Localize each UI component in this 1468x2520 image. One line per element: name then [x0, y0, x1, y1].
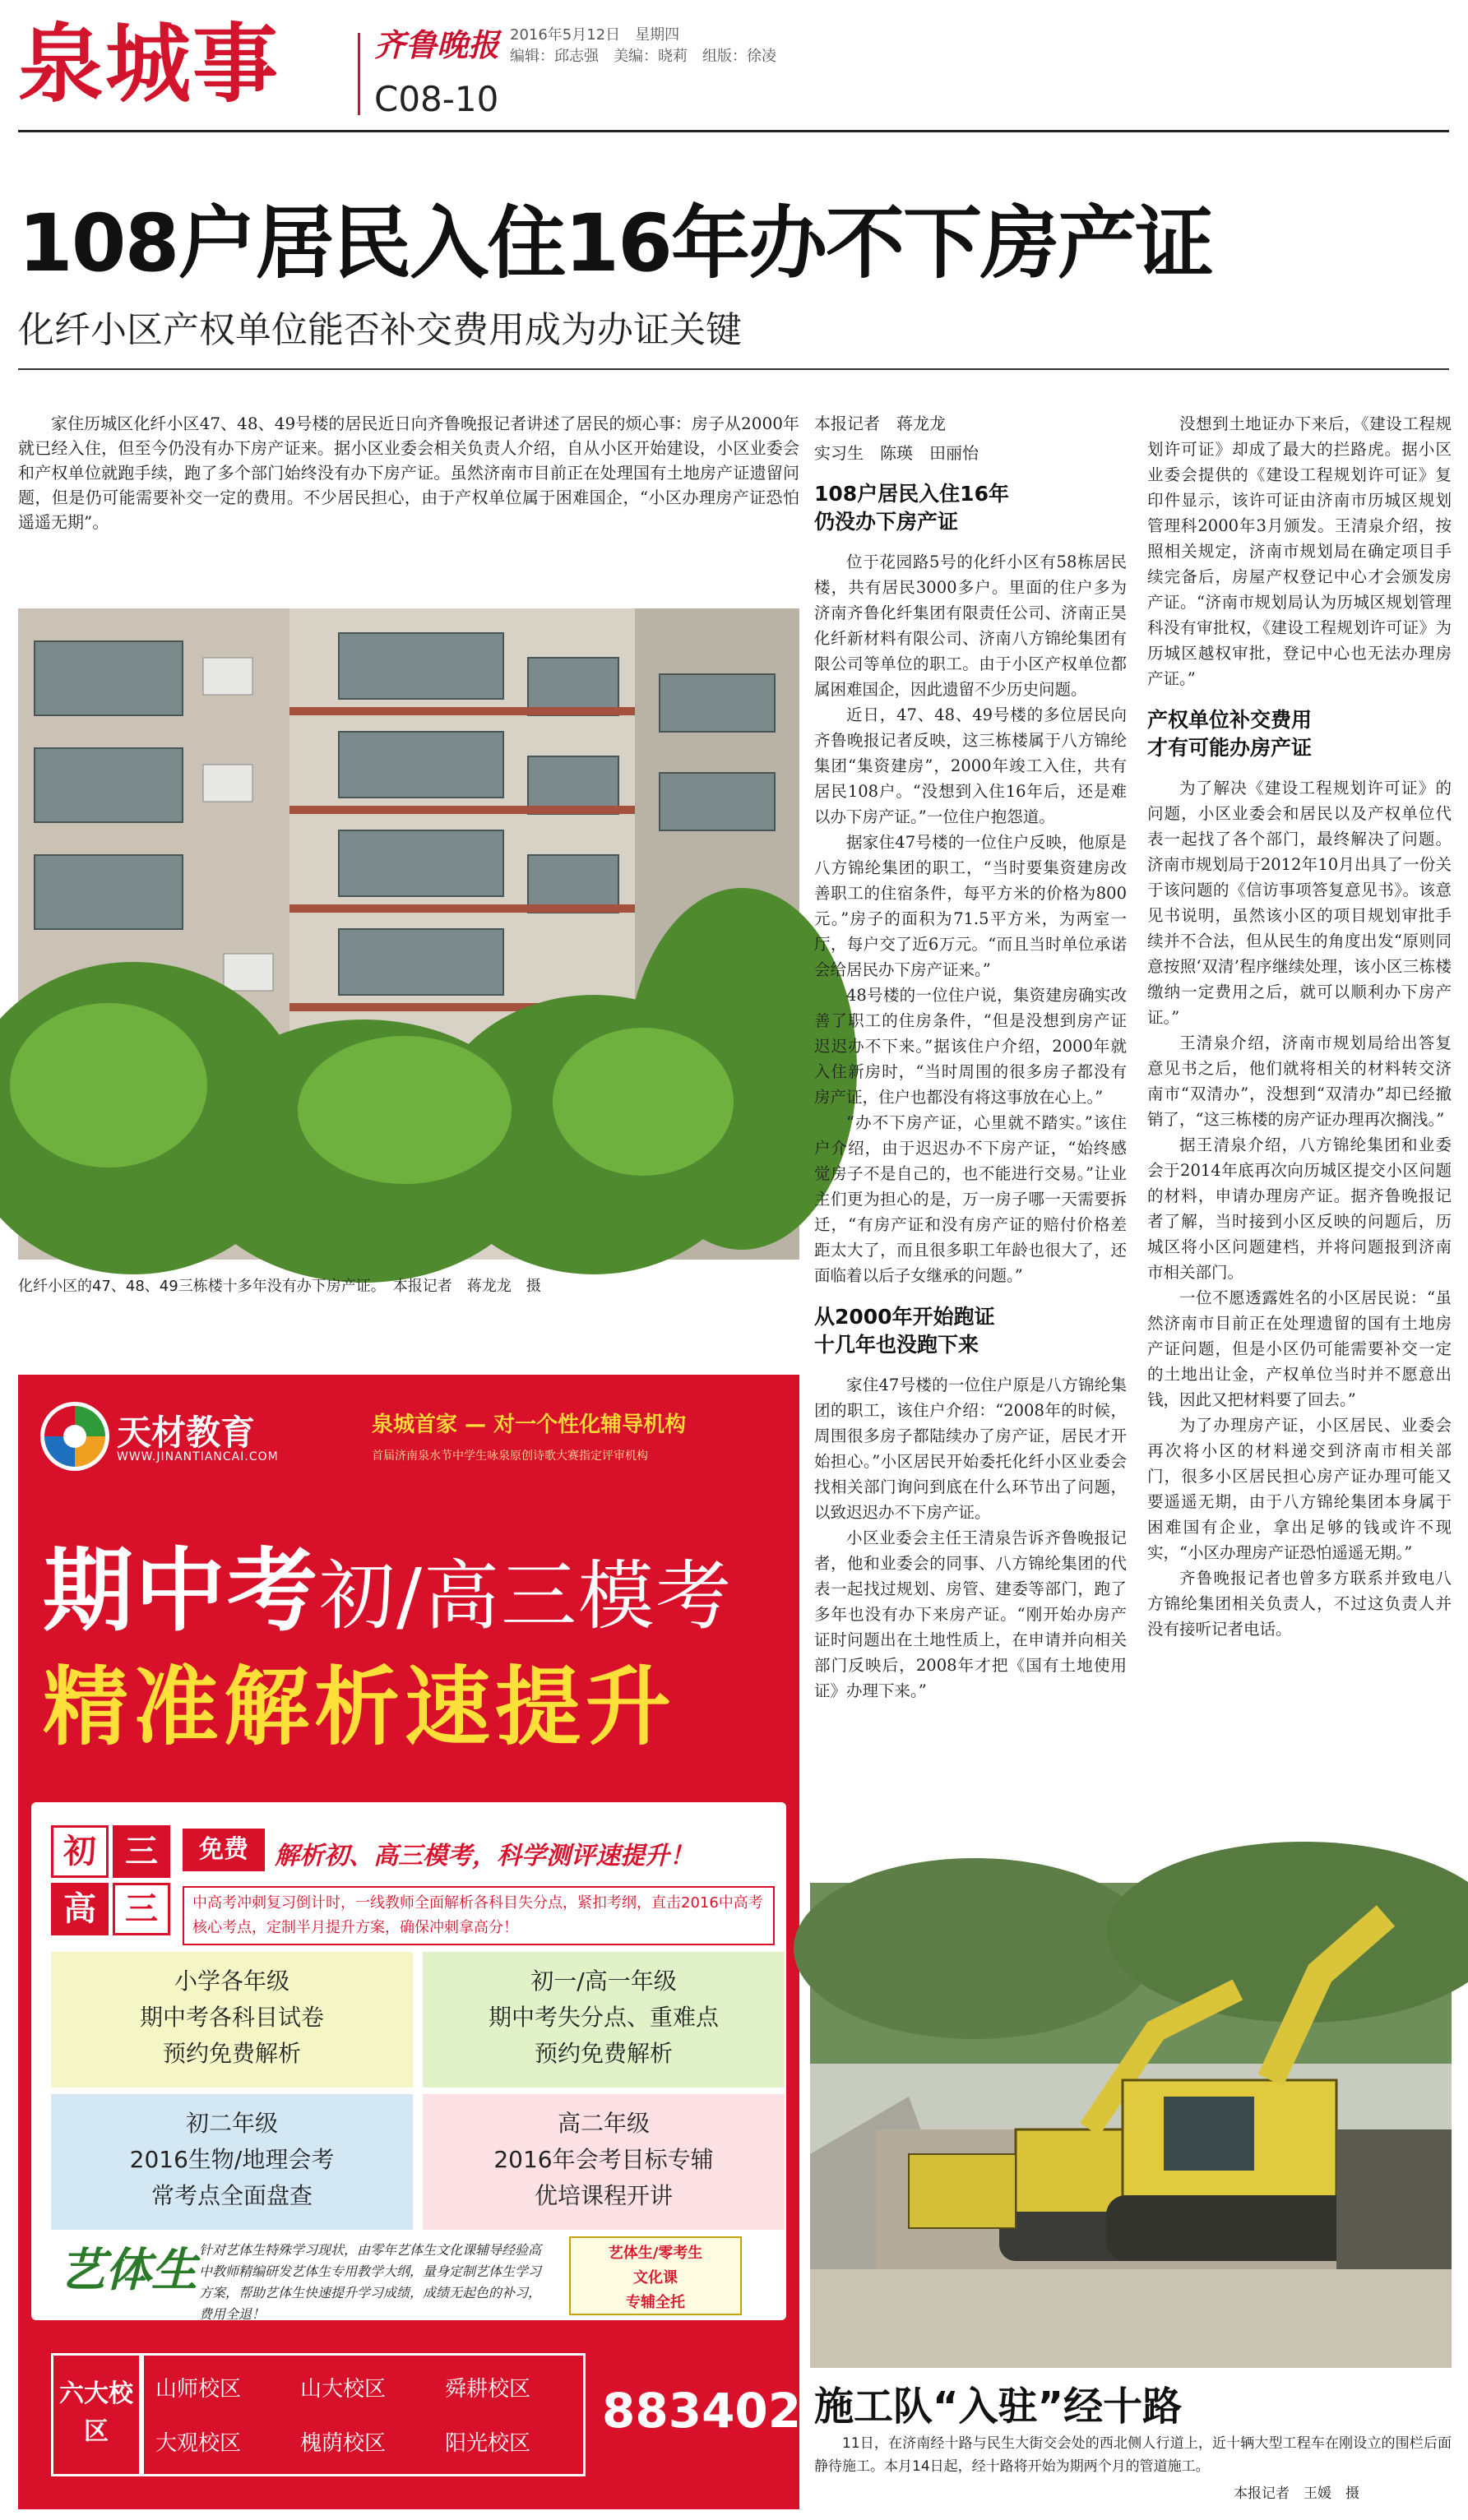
art-student-badge	[569, 2236, 742, 2315]
ad-headline-1	[43, 1519, 733, 1648]
ad-headline-1b: 初/高三模考	[319, 1552, 733, 1640]
campus-item: 舜耕校区	[445, 2377, 531, 2402]
paragraph: 据家住47号楼的一位住户反映，他原是八方锦纶集团的职工，“当时要集资建房改善职工的住宿条件，每平方米的价格为800元。”房子的面积为71.5平方米，为两室一厅，每户交了近6万元。“而且当时单位承诺会给居民办下房产证来。”	[814, 833, 1127, 979]
grade-title: 高二年级	[557, 2110, 650, 2137]
grade-line: 预约免费解析	[162, 2040, 301, 2067]
photo2-title: 施工队“入驻”经十路	[814, 2384, 1183, 2430]
construction-photo	[810, 1883, 1452, 2368]
article-column-3	[1147, 411, 1452, 1642]
campus-item: 山大校区	[300, 2377, 387, 2402]
date-line: 2016年5月12日 星期四	[510, 26, 680, 44]
grade-box	[51, 2094, 413, 2230]
photo2-caption: 11日，在济南经十路与民生大街交会处的西北侧人行道上，近十辆大型工程车在刚设立的围栏后面静待施工。本月14日起，经十路将开始为期两个月的管道施工。	[814, 2435, 1452, 2475]
grade-line: 预约免费解析	[534, 2040, 673, 2067]
campus-item: 槐荫校区	[300, 2431, 387, 2456]
ad-tagline-sub: 首届济南泉水节中学生咏泉原创诗歌大赛指定评审机构	[372, 1450, 648, 1463]
ad-tag-san-2: 三	[113, 1883, 170, 1935]
campus-label: 六大校区	[51, 2353, 141, 2476]
masthead-divider	[358, 33, 360, 115]
paragraph: 为了办理房产证，小区居民、业委会再次将小区的材料递交到济南市相关部门，很多小区居民担心房产证办理可能又要遥遥无期，由于八方锦纶集团本身属于困难国有企业，拿出足够的钱或许不现实，“小区办理房产证恐怕遥遥无期。”	[1147, 1416, 1452, 1562]
byline-interns: 实习生 陈瑛 田丽怡	[814, 443, 979, 463]
paragraph: 小区业委会主任王清泉告诉齐鲁晚报记者，他和业委会的同事、八方锦纶集团的代表一起找过规划、房管、建委等部门，跑了多年也没有办下来房产证。“刚开始办房产证时问题出在土地性质上，在申请并向相关部门反映后，2008年才把《国有土地使用证》办理下来。”	[814, 1528, 1127, 1700]
headline-rule	[18, 368, 1449, 370]
grade-box	[423, 1952, 785, 2088]
ad-tag-san: 三	[113, 1825, 170, 1878]
article-headline: 108户居民入住16年办不下房产证	[18, 197, 1212, 289]
construction-photo-illustration	[810, 1883, 1452, 2368]
newspaper-brand-logo: 齐鲁晚报	[374, 26, 500, 63]
ad-tag-gao: 高	[51, 1883, 109, 1935]
ad-tag-chu: 初	[51, 1825, 109, 1878]
grade-title: 初一/高一年级	[530, 1967, 677, 1995]
paragraph: 近日，47、48、49号楼的多位居民向齐鲁晚报记者反映，这三栋楼属于八方锦纶集团“集资建房”，2000年竣工入住，共有居民108户。“没想到入住16年后，还是难以办下房产证。”一位住户抱怨道。	[814, 705, 1127, 826]
photo1-caption: 化纤小区的47、48、49三栋楼十多年没有办下房产证。 本报记者 蒋龙龙 摄	[18, 1278, 541, 1295]
tiancai-logo-icon	[38, 1399, 112, 1473]
section-subhead-1: 108户居民入住16年 仍没办下房产证	[814, 482, 1009, 534]
paragraph: 王清泉介绍，济南市规划局给出答复意见书之后，他们就将相关的材料转交济南市“双清办”，没想到“双清办”却已经撤销了，“这三栋楼的房产证办理再次搁浅。”	[1147, 1033, 1452, 1129]
art-student-logo: 艺体生	[59, 2243, 197, 2297]
ad-description: 中高考冲刺复习倒计时，一线教师全面解析各科目失分点，紧扣考纲，直击2016中高考核心考点，定制半月提升方案，确保冲刺拿高分！	[183, 1886, 775, 1945]
ad-headline-2: 精准解析速提升	[43, 1657, 677, 1757]
grade-line: 常考点全面盘查	[151, 2182, 313, 2209]
grade-line: 2016年会考目标专辅	[493, 2146, 714, 2173]
ad-brand-url: WWW.JINANTIANCAI.COM	[117, 1450, 279, 1463]
grade-line: 优培课程开讲	[534, 2182, 673, 2209]
section-subhead-3: 产权单位补交费用 才有可能办房产证	[1147, 708, 1313, 760]
campus-item: 大观校区	[155, 2431, 242, 2456]
paragraph: 为了解决《建设工程规划许可证》的问题，小区业委会和居民以及产权单位代表一起找了各个部门，最终解决了问题。济南市规划局于2012年10月出具了一份关于该问题的《信访事项答复意见书》。该意见书说明，虽然该小区的项目规划审批手续并不合法，但从民生的角度出发“原则同意按照‘双清’程序继续处理，该小区三栋楼缴纳一定费用之后，就可以顺利办下房产证。”	[1147, 779, 1452, 1027]
art-badge-line: 艺体生/零考生	[608, 2245, 703, 2262]
grade-line: 2016生物/地理会考	[129, 2146, 335, 2173]
paragraph: 一位不愿透露姓名的小区居民说：“虽然济南市目前正在处理遗留的国有土地房产证问题，但是小区仍可能需要补交一定的土地出让金，产权单位当时并不愿意出钱，因此又把材料要了回去。”	[1147, 1288, 1452, 1409]
byline-reporter: 本报记者 蒋龙龙	[814, 414, 946, 433]
campus-item: 山师校区	[155, 2377, 242, 2402]
art-badge-line: 专辅全托	[626, 2294, 685, 2311]
paragraph: 家住47号楼的一位住户原是八方锦纶集团的职工，该住户介绍：“2008年的时候，周围很多房子都陆续办了房产证，居民才开始担心。”小区居民开始委托化纤小区业委会找相关部门询问到底在什么环节出了问题，以致迟迟办不下房产证。	[814, 1376, 1127, 1522]
article-subheadline: 化纤小区产权单位能否补交费用成为办证关键	[18, 309, 742, 351]
photo2-credit: 本报记者 王媛 摄	[1234, 2485, 1359, 2502]
education-advertisement	[18, 1375, 868, 2509]
paragraph: 位于花园路5号的化纤小区有58栋居民楼，共有居民3000多户。里面的住户多为济南齐鲁化纤集团有限责任公司、济南正昊化纤新材料有限公司、济南八方锦纶集团有限公司等单位的职工。由于小区产权单位都属困难国企，因此遗留不少历史问题。	[814, 553, 1127, 699]
art-badge-line: 文化课	[633, 2269, 678, 2286]
paragraph: “办不下房产证，心里就不踏实。”该住户介绍，由于迟迟办不下房产证，“始终感觉房子不是自己的，也不能进行交易。”让业主们更为担心的是，万一房子哪一天需要拆迁，“有房产证和没有房产证的赔付价格差距太大了，而且很多职工年龄也很大了，还面临着以后子女继承的问题。”	[814, 1113, 1127, 1285]
grade-box	[423, 2094, 785, 2230]
building-photo-illustration	[18, 608, 799, 1260]
section-title: 泉城事	[18, 14, 280, 114]
masthead-rule	[18, 130, 1449, 132]
paragraph: 48号楼的一位住户说，集资建房确实改善了职工的住房条件，“但是没想到房产证迟迟办不下来。”据该住户介绍，2000年就入住新房时，“当时周围的很多房子都没有房产证，住户也都没有将这事放在心上。”	[814, 986, 1127, 1107]
paragraph: 齐鲁晚报记者也曾多方联系并致电八方锦纶集团相关负责人，不过这负责人并没有接听记者电话。	[1147, 1569, 1452, 1639]
grade-title: 初二年级	[185, 2110, 278, 2137]
article-intro	[18, 411, 799, 534]
building-photo	[18, 608, 799, 1260]
campus-item: 阳光校区	[445, 2431, 531, 2456]
ad-free-text: 解析初、高三模考，科学测评速提升！	[275, 1842, 694, 1870]
article-column-2	[814, 411, 1127, 1704]
grade-title: 小学各年级	[174, 1967, 289, 1995]
page-number: C08-10	[374, 79, 499, 119]
grade-line: 期中考各科目试卷	[139, 2004, 324, 2031]
ad-brand-name: 天材教育	[117, 1413, 256, 1453]
grade-box	[51, 1952, 413, 2088]
intro-paragraph: 家住历城区化纤小区47、48、49号楼的居民近日向齐鲁晚报记者讲述了居民的烦心事：房子从2000年就已经入住，但至今仍没有办下房产证来。据小区业委会相关负责人介绍，自从小区开始建设，小区业委会和产权单位就跑手续，跑了多个部门始终没有办下房产证。虽然济南市目前正在处理国有土地房产证遗留问题，但是仍可能需要补交一定的费用。不少居民担心，由于产权单位属于困难国企，“小区办理房产证恐怕遥遥无期”。	[18, 414, 799, 532]
campus-list	[141, 2353, 586, 2476]
grade-line: 期中考失分点、重难点	[488, 2004, 719, 2031]
paragraph: 据王清泉介绍，八方锦纶集团和业委会于2014年底再次向历城区提交小区问题的材料，申请办理房产证。据齐鲁晚报记者了解，当时接到小区反映的问题后，历城区将小区问题建档，并将问题报到济南市相关部门。	[1147, 1135, 1452, 1282]
ad-tagline: 泉城首家 — 对一个性化辅导机构	[372, 1413, 687, 1437]
art-student-description: 针对艺体生特殊学习现状，由零年艺体生文化课辅导经验高中教师精编研发艺体生专用教学大纲，量身定制艺体生学习方案，帮助艺体生快速提升学习成绩，成绩无起色的补习，费用全退！	[199, 2242, 542, 2322]
section-subhead-2: 从2000年开始跑证 十几年也没跑下来	[814, 1305, 995, 1357]
ad-headline-1a: 期中考	[43, 1538, 319, 1644]
ad-free-badge: 免费	[183, 1829, 265, 1871]
staff-line: 编辑：邱志强 美编：晓莉 组版：徐凌	[510, 48, 776, 65]
ad-phone-number: 88340288	[602, 2383, 868, 2439]
paragraph: 没想到土地证办下来后，《建设工程规划许可证》却成了最大的拦路虎。据小区业委会提供的《建设工程规划许可证》复印件显示，该许可证由济南市历城区规划管理科2000年3月颁发。王清泉介绍，按照相关规定，济南市规划局在确定项目手续完备后，房屋产权登记中心才会颁发房产证。“济南市规划局认为历城区规划管理科没有审批权，《建设工程规划许可证》为历城区越权审批，登记中心也无法办理房产证。”	[1147, 414, 1452, 688]
